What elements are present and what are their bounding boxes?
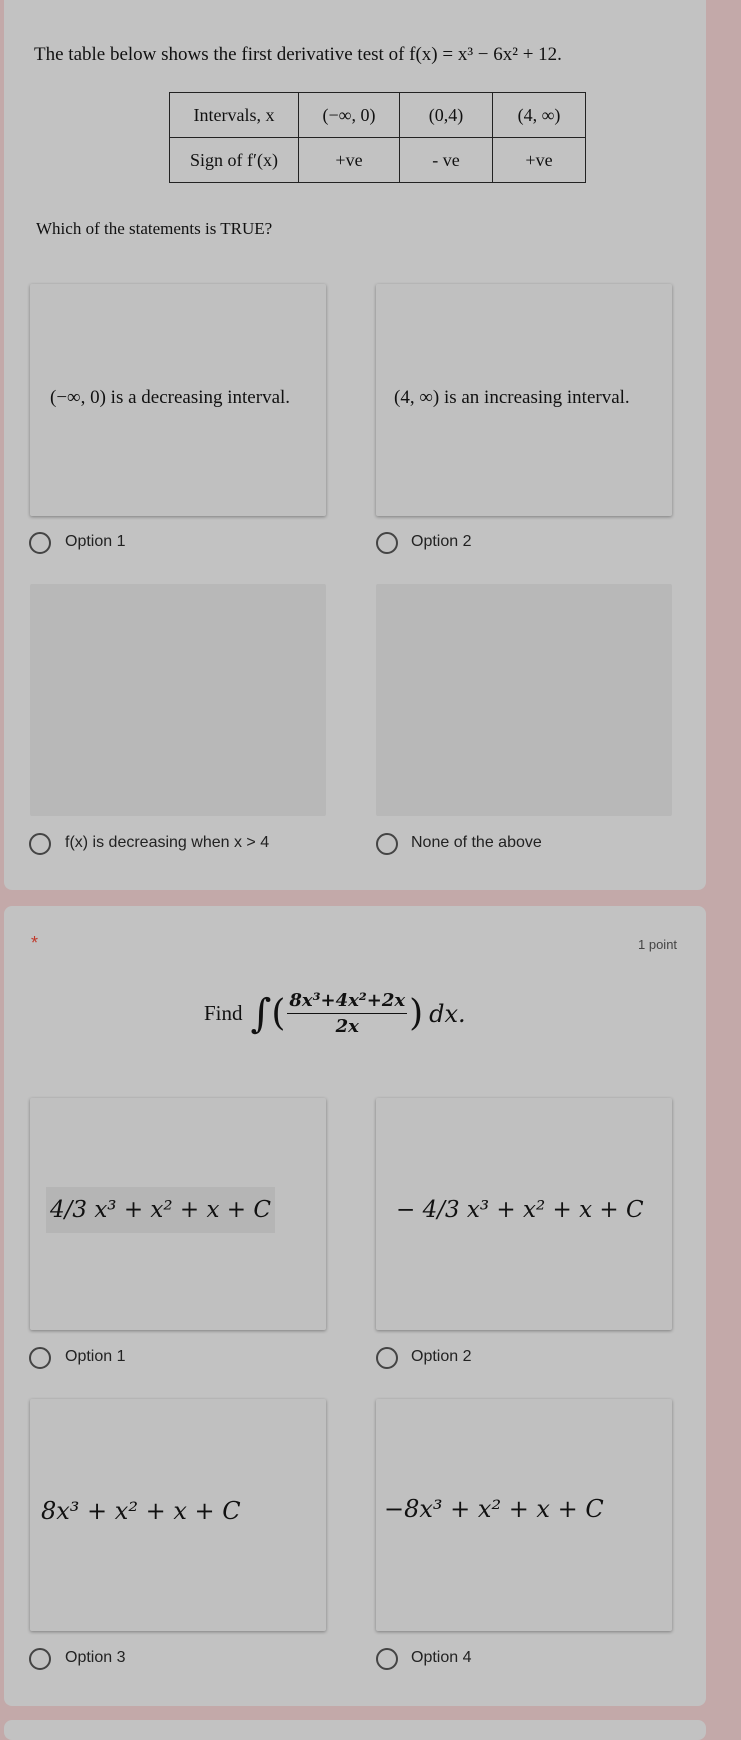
option-3-image[interactable] [30,1399,326,1631]
option-2-image-text: − 4/3 x³ + x² + x + C [396,1197,644,1223]
table-cell: Sign of f′(x) [170,138,299,183]
required-asterisk: * [31,933,39,953]
integrand-numerator: 8x³+4x²+2x [287,990,407,1014]
left-paren: ( [271,992,286,1034]
question-card-3 [4,1720,706,1740]
option-1-label[interactable]: Option 1 [65,1348,126,1365]
table-cell: +ve [493,138,586,183]
integrand-fraction [287,990,407,1037]
integral-sign: ∫ [250,990,272,1037]
table-cell: +ve [299,138,400,183]
question-2-prompt [204,990,466,1037]
option-3-radio[interactable] [29,1648,51,1670]
table-cell: (4, ∞) [493,93,586,138]
find-word: Find [204,1001,243,1025]
option-4-radio[interactable] [376,833,398,855]
option-3-label[interactable]: f(x) is decreasing when x > 4 [65,834,270,851]
option-1-label[interactable]: Option 1 [65,533,126,550]
option-3-image[interactable] [30,584,326,816]
option-2-image[interactable] [376,1098,672,1330]
question-1-statement: The table below shows the first derivative test of f(x) = x³ − 6x² + 12. [34,44,562,65]
option-2-radio[interactable] [376,1347,398,1369]
table-cell: (−∞, 0) [299,93,400,138]
option-2-radio[interactable] [376,532,398,554]
table-cell: - ve [400,138,493,183]
right-paren: ) [409,992,424,1034]
option-2-image-text: (4, ∞) is an increasing interval. [394,387,630,408]
option-4-image[interactable] [376,584,672,816]
points-label: 1 point [638,937,678,952]
option-3-radio[interactable] [29,833,51,855]
option-4-label[interactable]: Option 4 [411,1649,472,1666]
option-4-label[interactable]: None of the above [411,834,542,851]
option-4-image-text: −8x³ + x² + x + C [384,1495,604,1523]
option-2-image[interactable] [376,284,672,516]
option-1-image[interactable] [30,284,326,516]
option-1-image-text: 4/3 x³ + x² + x + C [46,1187,275,1233]
option-4-radio[interactable] [376,1648,398,1670]
integrand-denominator: 2x [335,1016,359,1037]
question-1-prompt: Which of the statements is TRUE? [36,219,273,238]
option-4-image[interactable] [376,1399,672,1631]
option-1-radio[interactable] [29,532,51,554]
option-2-label[interactable]: Option 2 [411,1348,472,1365]
derivative-sign-table [169,92,586,183]
option-1-image-text: (−∞, 0) is a decreasing interval. [50,387,291,408]
option-2-label[interactable]: Option 2 [411,533,472,550]
option-3-image-text: 8x³ + x² + x + C [41,1497,241,1525]
table-cell: (0,4) [400,93,493,138]
table-cell: Intervals, x [170,93,299,138]
dx-text: dx. [429,999,466,1028]
option-3-label[interactable]: Option 3 [65,1649,126,1666]
option-1-radio[interactable] [29,1347,51,1369]
option-1-image[interactable] [30,1098,326,1330]
